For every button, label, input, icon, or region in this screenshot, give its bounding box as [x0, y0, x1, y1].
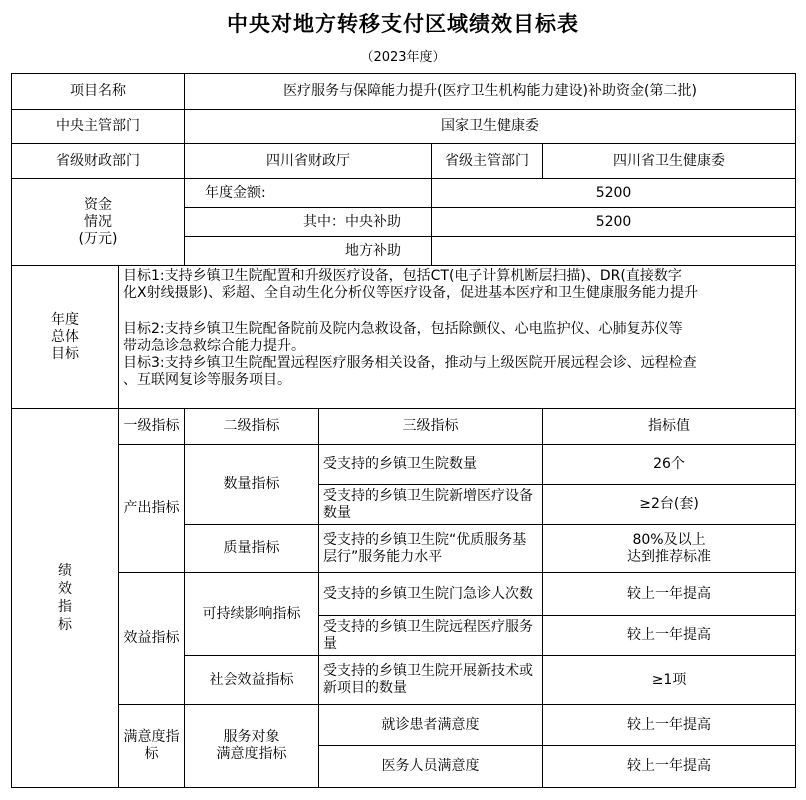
project-row: [12, 74, 796, 110]
header-level3: 三级指标: [319, 409, 543, 445]
indicator-name: 受支持的乡镇卫生院新增医疗设备数量: [319, 485, 543, 525]
satisfaction-sub-label-line: 服务对象: [223, 729, 280, 745]
output-label: 产出指标: [119, 445, 185, 573]
project-value: 医疗服务与保障能力提升(医疗卫生机构能力建设)补助资金(第二批): [185, 74, 796, 110]
benefit-label: 效益指标: [119, 573, 185, 705]
indicator-value: ≥2台(套): [543, 485, 796, 525]
funds-central-value: 5200: [432, 208, 796, 237]
provincial-dept-label: 省级主管部门: [432, 144, 543, 179]
funds-annual-label: 年度金额:: [185, 179, 432, 208]
funds-label: [12, 179, 185, 266]
funds-label-line: (万元): [78, 230, 118, 247]
funds-annual-value: 5200: [432, 179, 796, 208]
indicators-section-label: [12, 409, 119, 788]
indicator-name: 受支持的乡镇卫生院开展新技术或新项目的数量: [319, 656, 543, 705]
indicator-value: 较上一年提高: [543, 573, 796, 616]
indicator-value: ≥1项: [543, 656, 796, 705]
indicator-value-line: 80%及以上: [632, 531, 706, 548]
funds-label-line: 情况: [84, 213, 112, 230]
quantity-label: 数量指标: [185, 445, 319, 525]
indicators-header-row: [12, 409, 796, 445]
goal-2-line: 目标2:支持乡镇卫生院配备院前及院内急救设备，包括除颤仪、心电监护仪、心肺复苏仪等: [123, 321, 683, 337]
project-label: 项目名称: [12, 74, 185, 110]
funds-label-line: 资金: [84, 196, 112, 213]
indicator-name: 就诊患者满意度: [319, 705, 543, 746]
indicator-name: 受支持的乡镇卫生院“优质服务基层行”服务能力水平: [319, 525, 543, 573]
indicator-name: 受支持的乡镇卫生院远程医疗服务量: [319, 616, 543, 656]
satisfaction-sub-label: [185, 705, 319, 788]
indicators-section-text: 绩效指标: [58, 563, 72, 633]
central-dept-row: [12, 110, 796, 144]
provincial-finance-label: 省级财政部门: [12, 144, 185, 179]
provincial-row: [12, 144, 796, 179]
social-label: 社会效益指标: [185, 656, 319, 705]
indicator-name: 受支持的乡镇卫生院门急诊人次数: [319, 573, 543, 616]
goal-1-line: 目标1:支持乡镇卫生院配置和升级医疗设备，包括CT(电子计算机断层扫描)、DR(直接数字: [123, 268, 682, 284]
header-level1: 一级指标: [119, 409, 185, 445]
funds-local-value: [432, 237, 796, 266]
funds-local-label: 地方补助: [185, 237, 432, 266]
satisfaction-label: 满意度指标: [119, 705, 185, 788]
indicator-row: [12, 705, 796, 746]
indicator-row: [12, 445, 796, 485]
page-subtitle: （2023年度）: [360, 50, 446, 65]
performance-table: [11, 73, 796, 788]
indicator-value: 较上一年提高: [543, 705, 796, 746]
funds-annual-row: [12, 179, 796, 208]
objectives-label-line: 年度: [51, 311, 79, 328]
central-dept-label: 中央主管部门: [12, 110, 185, 144]
satisfaction-sub-label-line: 满意度指标: [216, 746, 287, 762]
indicator-row: [12, 573, 796, 616]
objectives-content: [119, 266, 796, 409]
indicator-name: 受支持的乡镇卫生院数量: [319, 445, 543, 485]
central-dept-value: 国家卫生健康委: [185, 110, 796, 144]
header-value: 指标值: [543, 409, 796, 445]
objectives-row: [12, 266, 796, 409]
indicator-value: 26个: [543, 445, 796, 485]
sustain-label: 可持续影响指标: [185, 573, 319, 656]
indicator-value: 较上一年提高: [543, 616, 796, 656]
goal-1-line: 化X射线摄影)、彩超、全自动生化分析仪等医疗设备，促进基本医疗和卫生健康服务能力提升: [123, 285, 699, 301]
objectives-label-line: 总体: [51, 328, 79, 345]
page-title: 中央对地方转移支付区域绩效目标表: [227, 11, 579, 36]
funds-central-label: 其中：中央补助: [185, 208, 432, 237]
objectives-label-line: 目标: [51, 345, 79, 362]
indicator-name: 医务人员满意度: [319, 746, 543, 788]
provincial-finance-value: 四川省财政厅: [185, 144, 432, 179]
goal-3-line: 目标3:支持乡镇卫生院配置远程医疗服务相关设备，推动与上级医院开展远程会诊、远程检查: [123, 355, 697, 371]
provincial-dept-value: 四川省卫生健康委: [543, 144, 796, 179]
quality-label: 质量指标: [185, 525, 319, 573]
indicator-value: 较上一年提高: [543, 746, 796, 788]
goal-2-line: 带动急诊急救综合能力提升。: [123, 338, 305, 354]
indicator-value: [543, 525, 796, 573]
objectives-label: [12, 266, 119, 409]
header-level2: 二级指标: [185, 409, 319, 445]
indicator-value-line: 达到推荐标准: [627, 548, 712, 565]
goal-3-line: 、互联网复诊等服务项目。: [123, 372, 291, 388]
